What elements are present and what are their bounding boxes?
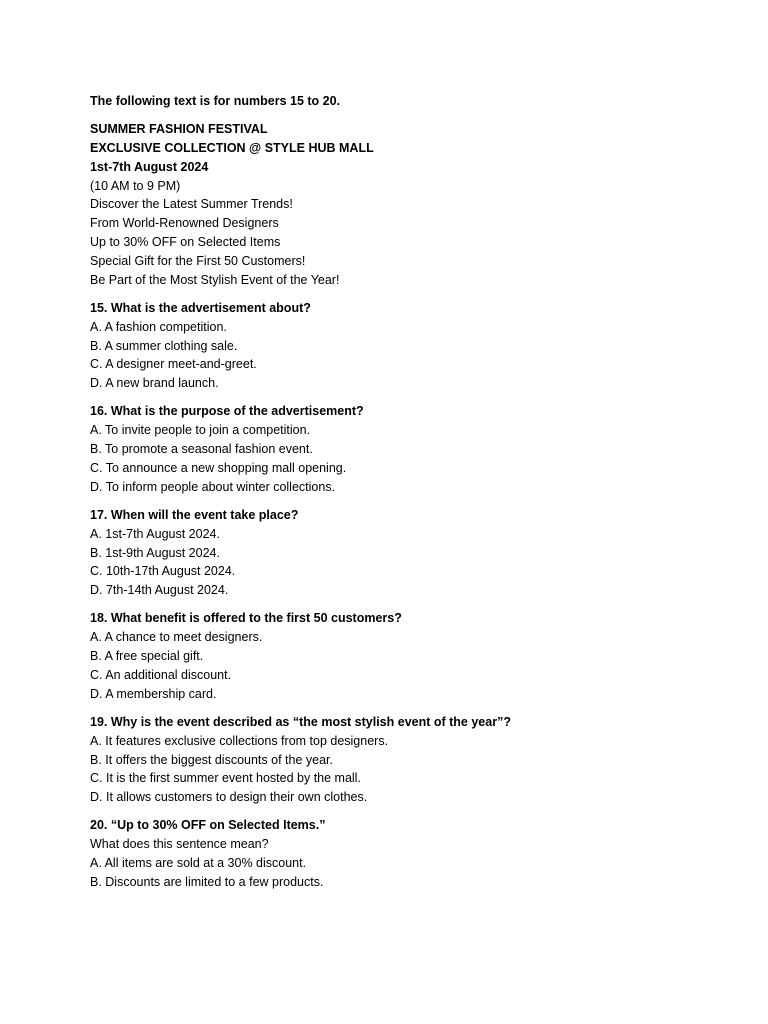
answer-option: B. A summer clothing sale. <box>90 338 238 353</box>
ad-line: (10 AM to 9 PM) <box>90 178 181 193</box>
document-page <box>90 92 730 892</box>
question-15 <box>90 299 730 393</box>
answer-option: B. A free special gift. <box>90 649 204 664</box>
question-17 <box>90 506 730 600</box>
answer-option: D. A new brand launch. <box>90 376 219 391</box>
answer-option: A. A chance to meet designers. <box>90 630 263 645</box>
question-16 <box>90 402 730 496</box>
ad-title: SUMMER FASHION FESTIVAL <box>90 122 268 137</box>
answer-option: D. It allows customers to design their own clothes. <box>90 790 368 805</box>
answer-option: A. All items are sold at a 30% discount. <box>90 855 307 870</box>
answer-option: B. It offers the biggest discounts of the year. <box>90 752 333 767</box>
question-prompt: 15. What is the advertisement about? <box>90 300 311 315</box>
answer-option: A. 1st-7th August 2024. <box>90 526 220 541</box>
intro-instruction: The following text is for numbers 15 to 20. <box>90 94 341 108</box>
answer-option: C. A designer meet-and-greet. <box>90 357 257 372</box>
question-prompt: 17. When will the event take place? <box>90 507 299 522</box>
ad-line: From World-Renowned Designers <box>90 216 279 231</box>
answer-option: C. An additional discount. <box>90 667 232 682</box>
ad-line: Special Gift for the First 50 Customers! <box>90 253 306 268</box>
answer-option: B. 1st-9th August 2024. <box>90 545 220 560</box>
ad-subtitle: EXCLUSIVE COLLECTION @ STYLE HUB MALL <box>90 141 374 156</box>
question-20 <box>90 816 730 891</box>
answer-option: D. 7th-14th August 2024. <box>90 583 229 598</box>
answer-option: B. Discounts are limited to a few products. <box>90 874 324 889</box>
question-prompt: 16. What is the purpose of the advertisement? <box>90 404 364 419</box>
ad-line: Up to 30% OFF on Selected Items <box>90 235 281 250</box>
answer-option: C. 10th-17th August 2024. <box>90 564 236 579</box>
answer-option: C. To announce a new shopping mall opening. <box>90 460 347 475</box>
question-prompt: 18. What benefit is offered to the first 50 customers? <box>90 611 402 626</box>
answer-option: A. It features exclusive collections from top designers. <box>90 733 389 748</box>
advertisement <box>90 120 730 289</box>
answer-option: A. A fashion competition. <box>90 319 227 334</box>
answer-option: C. It is the first summer event hosted by the mall. <box>90 771 361 786</box>
question-18 <box>90 609 730 703</box>
ad-line: Be Part of the Most Stylish Event of the Year! <box>90 272 340 287</box>
question-prompt: 20. “Up to 30% OFF on Selected Items.” <box>90 818 326 833</box>
answer-option: D. A membership card. <box>90 686 217 701</box>
question-subprompt: What does this sentence mean? <box>90 837 269 852</box>
answer-option: B. To promote a seasonal fashion event. <box>90 442 313 457</box>
answer-option: D. To inform people about winter collections. <box>90 479 336 494</box>
ad-line: Discover the Latest Summer Trends! <box>90 197 293 212</box>
question-19 <box>90 713 730 807</box>
question-prompt: 19. Why is the event described as “the most stylish event of the year”? <box>90 714 511 729</box>
ad-dates: 1st-7th August 2024 <box>90 159 209 174</box>
answer-option: A. To invite people to join a competition. <box>90 423 311 438</box>
